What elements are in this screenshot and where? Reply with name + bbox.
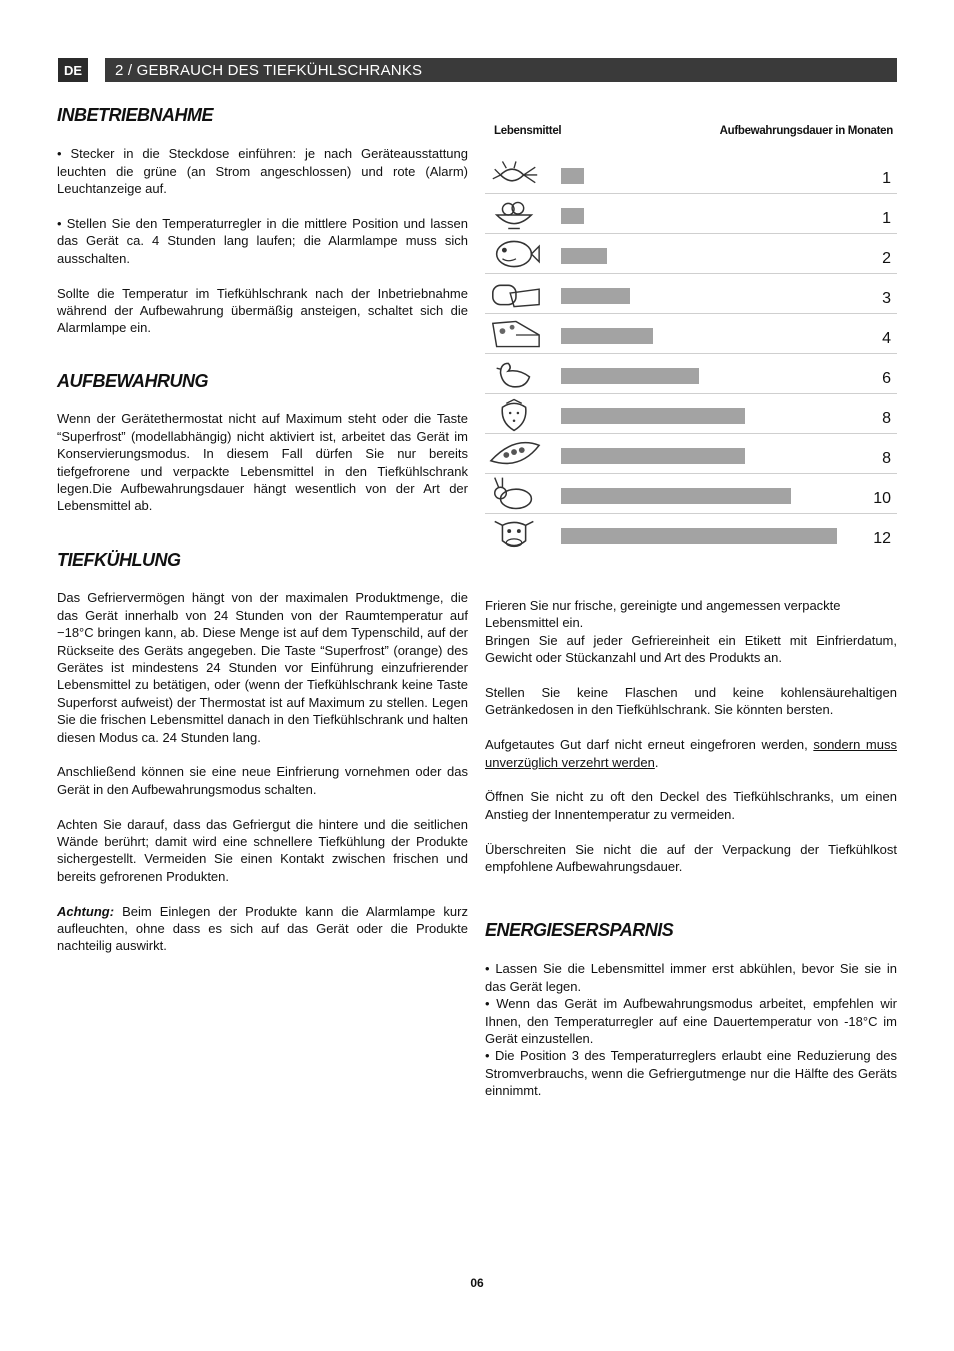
storage-duration-chart (485, 120, 897, 560)
peas-icon (487, 435, 543, 473)
heading-inbetriebnahme: INBETRIEBNAHME (57, 105, 214, 125)
section-tiefkuehlung (57, 552, 468, 972)
chart-bar (561, 168, 584, 184)
underlined-text: sondern muss unverzüglich verzehrt werden (485, 737, 897, 770)
warning-label: Achtung: (57, 903, 115, 919)
chart-bar (561, 488, 791, 504)
chart-bar (561, 288, 630, 304)
heading-aufbewahrung: AUFBEWAHRUNG (57, 371, 208, 391)
bullet-item: • Wenn das Gerät im Aufbewahrungsmodus arbeitet, empfehlen wir Ihnen, den Temperaturregler auf eine Dauertemperatur von -18°C im Gerät einzustellen. (485, 996, 897, 1047)
paragraph: Bringen Sie auf jeder Gefriereinheit ein Etikett mit Einfrierdatum, Gewicht oder Stückanzahl und Art des Produkts an. (485, 632, 897, 666)
section-aufbewahrung (57, 373, 468, 532)
section-inbetriebnahme (57, 107, 468, 354)
bullet-item: • Lassen Sie die Lebensmittel immer erst abkühlen, bevor Sie sie in das Gerät legen. (485, 961, 897, 994)
chart-column-label-duration: Aufbewahrungsdauer in Monaten (719, 125, 893, 137)
chart-bar (561, 248, 607, 264)
chart-row (485, 234, 897, 274)
chart-bar (561, 448, 745, 464)
paragraph (485, 736, 897, 771)
chart-bar (561, 408, 745, 424)
chart-value-label: 6 (882, 370, 891, 387)
paragraph: Anschließend können sie eine neue Einfrierung vornehmen oder das Gerät in den Aufbewahrungsmodus schalten. (57, 764, 468, 797)
section-tips (485, 597, 897, 893)
language-badge: DE (58, 58, 88, 82)
paragraph: Sollte die Temperatur im Tiefkühlschrank nach der Inbetriebnahme während der Aufbewahrung übermäßig ansteigen, schaltet sich die Alarmlampe ein. (57, 285, 468, 336)
chart-row (485, 314, 897, 354)
paragraph: Stellen Sie keine Flaschen und keine kohlensäurehaltigen Getränkedosen in den Tiefkühlschrank. Sie könnten bersten. (485, 685, 897, 718)
chart-row (485, 394, 897, 434)
chart-row (485, 354, 897, 394)
paragraph: • Stellen Sie den Temperaturregler in die mittlere Position und lassen das Gerät ca. 4 Stunden lang laufen; die Alarmlampe muss sich ausschalten. (57, 216, 468, 266)
paragraph: • Stecker in die Steckdose einführen: je nach Geräteausstattung leuchten die grüne (an Strom angeschlossen) und rote (Alarm) Leuchtanzeige auf. (57, 146, 468, 197)
paragraph: Achten Sie darauf, dass das Gefriergut die hintere und die seitlichen Wände berührt; damit wird eine schnellere Tiefkühlung der Produkte sichergestellt. Vermeiden Sie einen Kontakt zwischen frischen und bereits gefrorenen Produkten. (57, 816, 468, 884)
chart-row (485, 514, 897, 554)
section-header-title: 2 / GEBRAUCH DES TIEFKÜHLSCHRANKS (115, 61, 423, 79)
paragraph-text: . (654, 754, 659, 770)
lobster-icon (487, 155, 543, 193)
chart-value-label: 2 (882, 250, 891, 267)
chart-column-label-food: Lebensmittel (494, 125, 562, 137)
strawberry-icon (487, 395, 543, 433)
pot-and-cheese-icon (487, 275, 543, 313)
paragraph: Frieren Sie nur frische, gereinigte und angemessen verpackte Lebensmittel ein. (485, 598, 841, 631)
chart-bar (561, 528, 837, 544)
chart-row (485, 154, 897, 194)
section-header (105, 58, 897, 82)
chart-bar (561, 368, 699, 384)
chart-row (485, 474, 897, 514)
fruit-bowl-icon (487, 195, 543, 233)
chart-bar (561, 328, 653, 344)
paragraph-text: Aufgetautes Gut darf nicht erneut eingefroren werden, (485, 737, 814, 753)
chart-value-label: 10 (873, 490, 891, 507)
chart-value-label: 1 (882, 170, 891, 187)
chart-row (485, 274, 897, 314)
heading-tiefkuehlung: TIEFKÜHLUNG (57, 550, 181, 570)
chart-bar (561, 208, 584, 224)
chart-row (485, 434, 897, 474)
section-energiesparnis (485, 922, 897, 1100)
fish-icon (487, 235, 543, 273)
paragraph: Wenn der Gerätethermostat nicht auf Maximum steht oder die Taste “Superfrost” (modellabhängig) nicht aktiviert ist, arbeitet das Gerät im Konservierungsmodus. In diesem Fall dürfen Sie nur bereits tiefgefrorene und verpackte Lebensmittel in den Tiefkühlschrank legen.Die Aufbewahrungsdauer hängt wesentlich von der Art der Lebensmittel ab. (57, 411, 468, 514)
cheese-icon (487, 315, 543, 353)
rabbit-icon (487, 475, 543, 513)
warning-text: Beim Einlegen der Produkte kann die Alarmlampe kurz aufleuchten, ohne dass es sich auf das Gerät oder die Produkte nachteilig auswirkt. (57, 903, 468, 954)
chart-value-label: 12 (873, 530, 891, 547)
chart-value-label: 4 (882, 330, 891, 347)
chart-value-label: 8 (882, 410, 891, 427)
paragraph: Überschreiten Sie nicht die auf der Verpackung der Tiefkühlkost empfohlene Aufbewahrungsdauer. (485, 841, 897, 875)
heading-energiesparnis: ENERGIESERSPARNIS (485, 920, 674, 940)
chart-value-label: 1 (882, 210, 891, 227)
cow-icon (487, 515, 543, 553)
chart-value-label: 8 (882, 450, 891, 467)
page-number: 06 (470, 1276, 484, 1290)
paragraph: Öffnen Sie nicht zu oft den Deckel des Tiefkühlschranks, um einen Anstieg der Innentemperatur zu vermeiden. (485, 789, 897, 822)
paragraph: Das Gefriervermögen hängt von der maximalen Produktmenge, die das Gerät innerhalb von 24 Stunden von der Raumtemperatur auf −18°C bringen kann, ab. Diese Menge ist auf dem Typenschild, auf der Rückseite des Geräts angegeben. Die Taste “Superfrost” (orange) des Gerätes ist mindestens 24 Stunden vor Einführung einzufrierender Lebensmittel zu betätigen, oder (wenn der Tiefkühlschrank keine Taste Superforst aufweist) der Thermostat ist auf Maximum zu stellen. Legen Sie die frischen Lebensmittel danach in den Tiefkühlschrank und halten diesen Modus ca. 24 Stunden lang. (57, 590, 468, 745)
bullet-item: • Die Position 3 des Temperaturreglers erlaubt eine Reduzierung des Stromverbrauchs, wenn die Gefriergutmenge nur die Hälfte des Geräts einnimmt. (485, 1048, 897, 1099)
paragraph-warning (57, 903, 468, 955)
chart-row (485, 194, 897, 234)
chart-value-label: 3 (882, 290, 891, 307)
chicken-icon (487, 355, 543, 393)
